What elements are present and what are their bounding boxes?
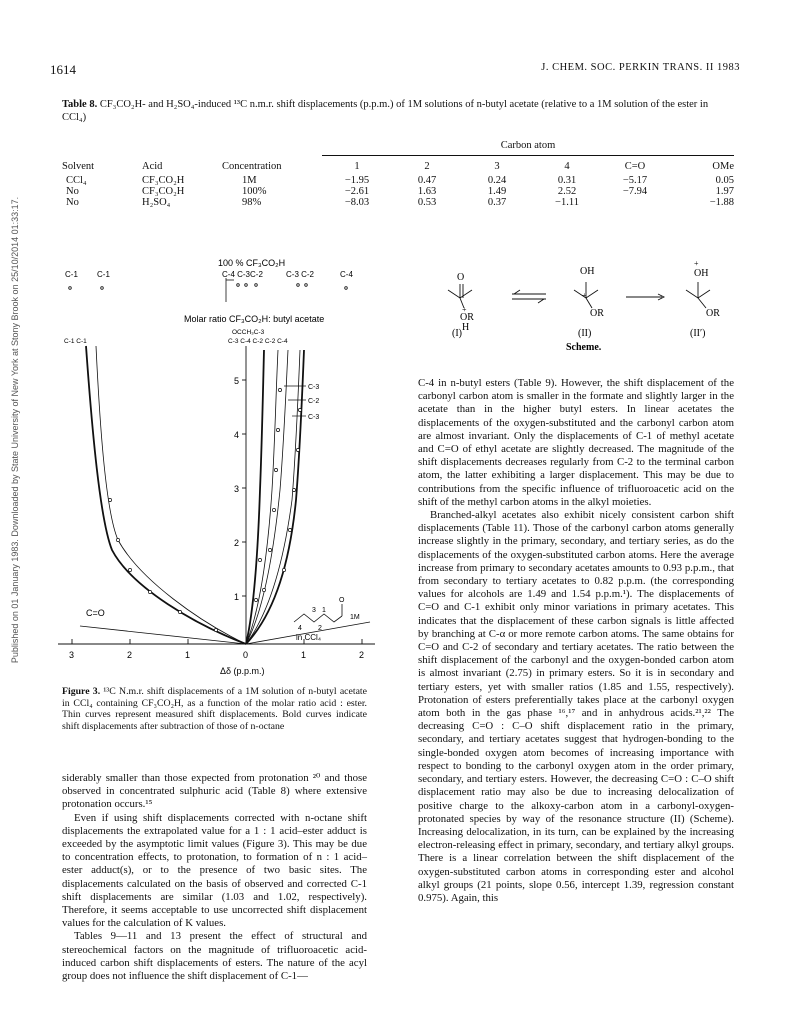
scheme-label-i: (I)	[452, 328, 462, 339]
fig-curve-c3a-label: C-3	[308, 384, 320, 391]
fig-top-marks	[69, 278, 348, 302]
scheme-caption: Scheme.	[566, 342, 602, 353]
table-cell: 0.05	[715, 175, 734, 186]
table-cell: No	[66, 186, 79, 197]
fig-top-c1b-label: C-1	[97, 270, 110, 279]
page-number: 1614	[50, 62, 76, 77]
fig-mol-o: O	[339, 597, 345, 604]
scheme-s2-plus: +	[582, 291, 587, 300]
fig-x-tick: 2	[127, 650, 133, 660]
table-col-header: 4	[532, 156, 602, 173]
table-col-header: Concentration	[222, 160, 282, 172]
table-cell: H₂SO₄	[142, 197, 171, 208]
fig-mid-c1-label: C-1 C-1	[64, 338, 87, 345]
fig-mol-1m: 1M	[350, 614, 360, 621]
table-cell	[602, 197, 668, 208]
table-cell: −5.17	[622, 175, 648, 186]
fig-molecule	[294, 604, 342, 622]
table-cell: 1.63	[417, 186, 437, 197]
table-cell: 1.97	[715, 186, 734, 197]
table-cell: CF₃CO₂H	[142, 175, 185, 186]
table-cell: CF₃CO₂H	[142, 186, 185, 197]
scheme-s1-h: H	[462, 322, 470, 333]
scheme-s1-o: O	[457, 272, 465, 283]
fig-molar-ratio-label: Molar ratio CF₃CO₂H: butyl acetate	[184, 314, 325, 324]
left-column	[62, 772, 367, 983]
fig-curves	[80, 346, 370, 644]
fig-mol-1: 1	[322, 607, 326, 614]
figure-3-plot	[50, 250, 390, 680]
fig-top-pct-label: 100 % CF₃CO₂H	[218, 258, 286, 268]
fig-mol-4: 4	[298, 625, 302, 632]
table-col-header: OMe	[668, 156, 734, 173]
scheme-s2-oh: OH	[580, 266, 595, 277]
scheme-label-iip: (II′)	[690, 328, 706, 339]
table-row	[62, 186, 734, 197]
curve-c1-bold	[86, 346, 246, 644]
table-caption-label: Table 8.	[62, 99, 98, 110]
table-cell: 1.49	[487, 186, 507, 197]
table-cell: 0.24	[487, 175, 507, 186]
scheme-s3-or: OR	[706, 308, 720, 319]
fig-mol-2: 2	[318, 625, 322, 632]
table-header-row	[62, 156, 734, 173]
fig-y-tick: 5	[234, 376, 240, 386]
right-column	[418, 377, 734, 905]
table-col-header: 2	[392, 156, 462, 173]
fig-x-tick: 0	[243, 650, 249, 660]
figure-3-caption	[62, 686, 367, 732]
table-cell: −7.94	[622, 186, 648, 197]
fig-top-c1a-label: C-1	[65, 270, 78, 279]
paragraph: Tables 9—11 and 13 present the effect of structural and stereochemical factors on the magnitude of trifluoroacetic acid-induced carbon shift displacements of esters. The nature of the acyl group does not influence the shift displacement of C-1—	[62, 930, 367, 983]
table-col-header: C=O	[602, 156, 668, 173]
table-8	[62, 140, 734, 208]
table-span-header-row	[62, 140, 734, 156]
table-cell: −1.88	[709, 197, 734, 208]
table-col-header: Solvent	[62, 160, 95, 172]
table-cell: 0.47	[417, 175, 437, 186]
fig-x-tick: 3	[69, 650, 75, 660]
table-cell: 0.31	[557, 175, 577, 186]
fig-curve-c2-label: C-2	[308, 398, 320, 405]
fig-occh3-label: OCCH₃C-3	[232, 329, 265, 336]
table-cell: 100%	[242, 186, 267, 197]
curve-c1-thin	[96, 346, 246, 644]
table-col-header: Acid	[142, 160, 163, 172]
download-notice	[8, 170, 22, 690]
scheme-s1-or: OR	[460, 312, 474, 323]
paragraph: C-4 in n-butyl esters (Table 9). However, the shift displacement of the carbonyl carbon atom is smaller in the formate and slightly larger in the acetate than in the higher butyl esters. In linear acetates the displacements of the oxygen-substituted and the carbonyl carbon atom are almost invariant. Only the displacements of C-1 of methyl acetate and C=O of ethyl acetate are slightly decreased. The magnitude of the shift displacements decreases regularly from C-2 to the terminal carbon atom, the latter exhibiting a larger displacement. This may be due to contributions from the specific influence of trifluoroacetic acid on the shift of the methyl carbon atoms in the alkyl moieties.	[418, 377, 734, 508]
scheme-label-ii: (II)	[578, 328, 592, 339]
paragraph: Branched-alkyl acetates also exhibit nicely consistent carbon shift displacements (Table 11). Those of the carbonyl carbon atoms generally increase slightly in the primary, secondary, and tertiary series, as do the displacements of the oxygen-substituted carbon atoms. Here the average increase from primary to secondary acetates amounts to 0.93 p.p.m., that from secondary to tertiary acetates to 0.82 p.p.m. (the corresponding values for alcohols are 1.49 and 1.54 p.p.m.¹). The displacements of C=O and C-1 exhibit only minor variations in primary acetates. This indicates that the displacement of these carbon signals is little affected by branching at C-α or more remote carbon atoms. The same obtains for C=O and C-2 of secondary and tertiary acetates. The ratio between the shift displacement of the carbonyl and the oxygen-bonded carbon atom is almost invariant (2.75) in primary esters. So it is in secondary and tertiary esters, yet with smaller ratios (1.85 and 1.55, respectively). Protonation of esters preferentially takes place at the carbonyl oxygen atom both in the gas phase ¹⁶,¹⁷ and in anhydrous acids.²¹,²² The decreasing C=O : C–O shift displacement ratio in the primary, secondary, and tertiary acetates suggest that hydrogen-bonding to the single-bonded oxygen atom becomes of increasing importance with respect to bonding to the carbonyl oxygen atom in the order primary, secondary, and tertiary esters. However, the decreasing C=O : C–O shift displacement ratio may also be due to increasing delocalization of positive charge to the alkoxy-carbon atom in a carbonyl-oxygen-protonated species by way of the resonance structure (II) (Scheme). Increasing delocalization, in its turn, can be explained by the increasing electron-releasing effect in primary, secondary, and tertiary alkyl groups. There is a linear correlation between the shift displacement of the oxygen-substituted carbon atoms in corresponding ester and alcohol alkyl groups (21 points, slope 0.56, intercept 1.39, regression constant 0.975). Again, this	[418, 509, 734, 904]
table-caption-text: CF₃CO₂H- and H₂SO₄-induced ¹³C n.m.r. shift displacements (p.p.m.) of 1M solutions of n-butyl acetate (relative to a 1M solution of the ester in CCl₄)	[62, 99, 709, 123]
table-cell: 2.52	[557, 186, 577, 197]
fig-top-c3c2-label: C-3 C-2	[286, 270, 315, 279]
scheme-s1-plus: +	[462, 305, 467, 314]
fig-y-tick: 3	[234, 484, 240, 494]
table-cell: 0.37	[487, 197, 507, 208]
scheme-structures	[448, 282, 710, 308]
figure-3-caption-label: Figure 3.	[62, 686, 101, 697]
download-notice-text: Published on 01 January 1983. Downloaded by State University of New York at Stony Brook on 25/10/2014 01:33:17.	[10, 196, 20, 664]
table-cell: −2.61	[344, 186, 370, 197]
fig-x-tick: 1	[301, 650, 307, 660]
scheme-s3-oh: OH	[694, 268, 709, 279]
paragraph: Even if using shift displacements corrected with n-octane shift displacements the extrapolated value for a 1 : 1 acid–ester adduct is exceeded by the asymptotic limit values (Figure 3). This may be due to concentration effects, to protonation, to formation of n : 1 acid–ester adduct(s), or to the presence of two basic sites. The displacements calculated on the basis of observed and corrected C-1 shift displacements are similar (1.03 and 1.02, respectively). Therefore, it seems acceptable to use uncorrected shift displacement values for the calculation of K values.	[62, 811, 367, 930]
fig-y-tick: 1	[234, 592, 240, 602]
fig-top-c4-label: C-4	[340, 270, 353, 279]
table-cell: −8.03	[344, 197, 370, 208]
table-row	[62, 197, 734, 208]
fig-co-label: C=O	[86, 608, 105, 618]
fig-x-tick: 2	[359, 650, 365, 660]
fig-data-points	[108, 388, 301, 631]
table-col-header: 3	[462, 156, 532, 173]
table-cell: CCl₄	[66, 175, 87, 186]
journal-title: J. CHEM. SOC. PERKIN TRANS. II 1983	[541, 62, 740, 73]
curve-c-eq-o	[80, 626, 246, 644]
fig-mol-3: 3	[312, 607, 316, 614]
table-cell: −1.95	[344, 175, 370, 186]
fig-top-atoms-label: C-4 C-3C-2	[222, 270, 263, 279]
fig-curve-c3b-label: C-3	[308, 414, 320, 421]
fig-axes	[58, 346, 375, 644]
table-span-header: Carbon atom	[500, 140, 556, 151]
figure-3-caption-text: ¹³C N.m.r. shift displacements of a 1M solution of n-butyl acetate in CCl₄ containing CF₃CO₂H, as a function of the molar ratio acid : ester. Thin curves represent measured shift displacements. Bold curves indicate shift displacements after subtraction of those of n-octane	[62, 686, 368, 732]
fig-y-tick: 2	[234, 538, 240, 548]
fig-in-ccl4: in CCl₄	[296, 633, 322, 642]
table-cell: 98%	[242, 197, 262, 208]
fig-y-tick: 4	[234, 430, 240, 440]
table-cell: 1M	[242, 175, 257, 186]
fig-mid-atoms-label: C-3 C-4 C-2 C-2 C-4	[228, 338, 288, 345]
scheme-s3-plus: +	[694, 259, 699, 268]
paragraph: siderably smaller than those expected from protonation ²⁰ and those observed in concentrated sulphuric acid (Table 8) where extensive protonation occurs.¹⁵	[62, 772, 367, 811]
fig-x-tick: 1	[185, 650, 191, 660]
table-cell: No	[66, 197, 79, 208]
scheme-figure	[418, 250, 738, 358]
scheme-s2-or: OR	[590, 308, 604, 319]
table-cell: −1.11	[555, 197, 579, 208]
table-row	[62, 172, 734, 186]
table-col-header: 1	[322, 156, 392, 173]
table-caption	[62, 98, 734, 124]
fig-x-axis-label: Δδ (p.p.m.)	[220, 666, 265, 676]
table-cell: 0.53	[417, 197, 437, 208]
